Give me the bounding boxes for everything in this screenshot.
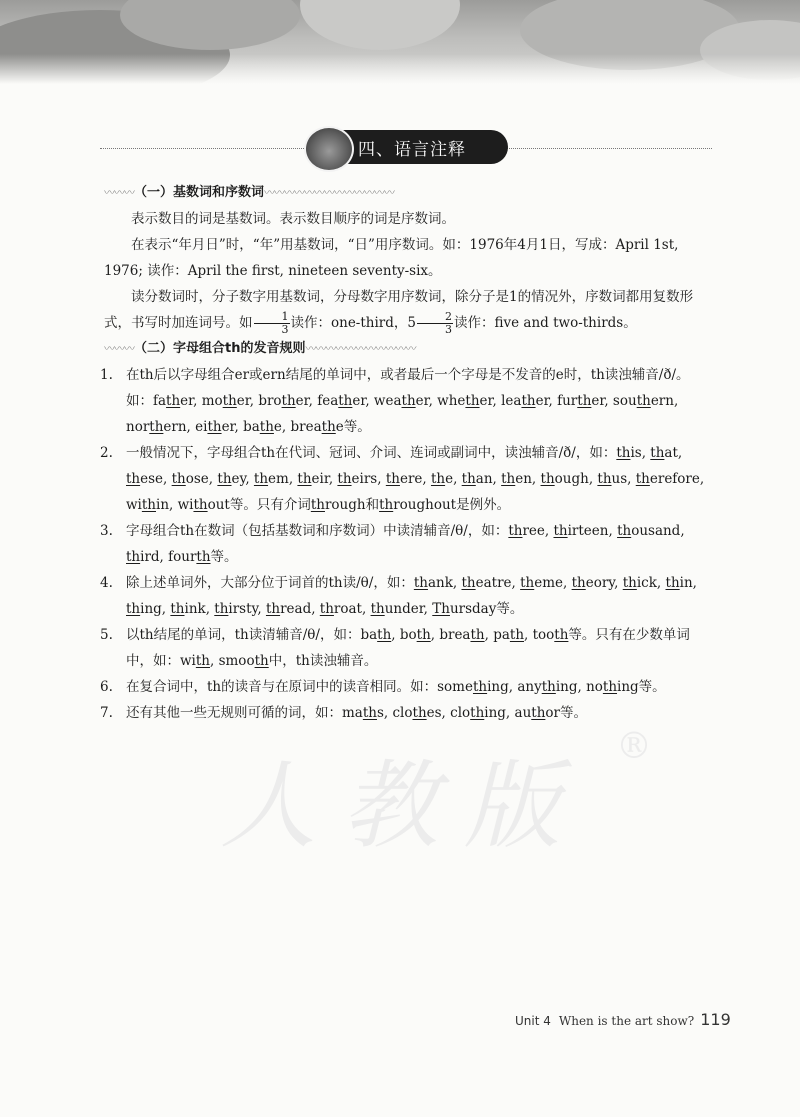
- text-run: 在th后以字母组合er或ern结尾的单词中，或者最后一个字母是不发音的e时，th读浊辅音/ð/。如：fa: [126, 367, 690, 409]
- watermark-logo: 人教版 ®: [220, 726, 652, 862]
- underlined-th: th: [472, 679, 488, 695]
- underlined-th: th: [461, 471, 476, 487]
- underlined-th: th: [602, 679, 618, 695]
- underlined-th: th: [540, 471, 555, 487]
- text-run: er, sou: [591, 393, 637, 409]
- text-run: e,: [445, 471, 462, 487]
- underlined-th: th: [597, 471, 612, 487]
- list-number: 6.: [100, 679, 113, 695]
- text-run: 以th结尾的单词，th读清辅音/θ/，如：ba: [126, 627, 378, 643]
- wave-ornament-icon: 〰〰〰〰〰〰〰〰〰〰〰: [305, 342, 416, 355]
- text-run: ursday等。: [449, 601, 524, 617]
- text-run: ing, au: [484, 705, 532, 721]
- underlined-th: th: [126, 549, 141, 565]
- text-run: , too: [524, 627, 555, 643]
- page-footer: [515, 1010, 731, 1029]
- underlined-th: th: [126, 601, 141, 617]
- underlined-th: th: [362, 705, 377, 721]
- underlined-th: th: [379, 497, 394, 513]
- text-run: , smoo: [210, 653, 255, 669]
- text-run: eirs,: [351, 471, 386, 487]
- underlined-th: th: [171, 471, 186, 487]
- text-run: , bo: [391, 627, 417, 643]
- text-run: or等。: [545, 705, 587, 721]
- text-run: 除上述单词外，大部分位于词首的th读/θ/，如：: [126, 575, 414, 591]
- underlined-th: Th: [432, 601, 450, 617]
- underlined-th: th: [416, 627, 431, 643]
- list-number: 4.: [100, 575, 113, 591]
- underlined-th: th: [571, 575, 586, 591]
- list-number: 7.: [100, 705, 113, 721]
- list-number: 5.: [100, 627, 113, 643]
- text-run: 一般情况下，字母组合th在代词、冠词、介词、连词或副词中，读浊辅音/ð/，如：: [126, 445, 617, 461]
- list-item: [100, 622, 716, 674]
- text-run: ose,: [185, 471, 218, 487]
- underlined-th: th: [554, 627, 569, 643]
- text-run: 等。只有在少数单词中，如：wi: [126, 627, 690, 669]
- text-run: under,: [384, 601, 433, 617]
- underlined-th: th: [430, 471, 446, 487]
- underlined-th: th: [310, 497, 325, 513]
- underlined-th: th: [214, 601, 229, 617]
- paragraph-fractions: [104, 284, 716, 336]
- text-run: er, mo: [180, 393, 223, 409]
- list-item: [100, 570, 716, 622]
- underlined-th: th: [337, 471, 352, 487]
- underlined-th: th: [412, 705, 427, 721]
- paragraph: 表示数目的词是基数词。表示数目顺序的词是序数词。: [131, 211, 455, 227]
- underlined-th: th: [665, 575, 680, 591]
- underlined-th: th: [465, 393, 480, 409]
- text-run: en,: [515, 471, 541, 487]
- text-run: eir,: [311, 471, 338, 487]
- text-run: eme,: [534, 575, 572, 591]
- underlined-th: th: [577, 393, 592, 409]
- underlined-th: th: [616, 445, 631, 461]
- text-run: roat,: [333, 601, 371, 617]
- text-run: roughout是例外。: [393, 497, 511, 513]
- text-run: is,: [630, 445, 651, 461]
- text-run: 字母组合th在数词（包括基数词和序数词）中读清辅音/θ/，如：: [126, 523, 509, 539]
- underlined-th: th: [254, 653, 269, 669]
- text-run: e等。: [335, 419, 371, 435]
- text-run: ank,: [427, 575, 462, 591]
- text-run: ough,: [554, 471, 598, 487]
- text-run: er, fea: [295, 393, 339, 409]
- text-run: ern, nor: [126, 393, 679, 435]
- text-run: eory,: [585, 575, 623, 591]
- underlined-th: th: [166, 393, 181, 409]
- text-run: ree,: [522, 523, 554, 539]
- text-run: ousand,: [631, 523, 685, 539]
- wave-ornament-icon: 〰〰〰〰〰〰〰〰〰〰〰〰〰: [264, 186, 395, 199]
- text-run: irsty,: [228, 601, 266, 617]
- numerator: 2: [417, 311, 453, 324]
- underlined-th: th: [321, 419, 336, 435]
- underlined-th: th: [508, 523, 523, 539]
- underlined-th: th: [170, 601, 185, 617]
- text-run: 读分数词时，分子数字用基数词，分母数字用序数词，除分子是1的情况外，序数词都用复数形式，书写时加连词号。如: [104, 289, 694, 331]
- underlined-th: th: [196, 549, 211, 565]
- list-item: [100, 700, 716, 726]
- list-number: 1.: [100, 367, 113, 383]
- list-number: 2.: [100, 445, 113, 461]
- underlined-th: th: [470, 705, 485, 721]
- subsection-heading-1: [104, 180, 716, 206]
- text-run: er, lea: [479, 393, 522, 409]
- text-run: read,: [280, 601, 320, 617]
- underlined-th: th: [520, 575, 535, 591]
- text-run: 在复合词中，th的读音与在原词中的读音相同。如：some: [126, 679, 473, 695]
- text-run: s, clo: [376, 705, 413, 721]
- underlined-th: th: [319, 601, 334, 617]
- text-run: 中，th读浊辅音。: [268, 653, 378, 669]
- text-run: out等。只有介词: [207, 497, 311, 513]
- list-item: [100, 440, 716, 518]
- underlined-th: th: [207, 419, 222, 435]
- underlined-th: th: [553, 523, 568, 539]
- text-run: er, ba: [221, 419, 260, 435]
- subsection-title: （一）基数词和序数词: [134, 185, 265, 200]
- underlined-th: th: [521, 393, 536, 409]
- text-run: rough和: [324, 497, 380, 513]
- text-run: 读作：five and two-thirds。: [454, 315, 637, 331]
- underlined-th: th: [541, 679, 556, 695]
- text-run: an,: [475, 471, 502, 487]
- underlined-th: th: [265, 601, 281, 617]
- denominator: 3: [281, 323, 289, 336]
- text-run: in, wi: [156, 497, 194, 513]
- underlined-th: th: [338, 393, 353, 409]
- text-run: ird, four: [140, 549, 197, 565]
- section-emblem-icon: [304, 126, 354, 172]
- text-run: ern, ei: [163, 419, 208, 435]
- underlined-th: th: [222, 393, 237, 409]
- list-item: [100, 362, 716, 440]
- text-run: er, bro: [236, 393, 282, 409]
- text-run: er, whe: [415, 393, 466, 409]
- text-run: er, wea: [352, 393, 402, 409]
- page-content: [100, 180, 716, 726]
- underlined-th: th: [413, 575, 428, 591]
- text-run: erefore, wi: [126, 471, 705, 513]
- fraction: [254, 311, 290, 336]
- underlined-th: th: [385, 471, 400, 487]
- underlined-th: th: [636, 393, 651, 409]
- underlined-th: th: [650, 445, 665, 461]
- underlined-th: th: [622, 575, 637, 591]
- footer-unit: Unit 4: [515, 1014, 551, 1028]
- text-run: ese,: [140, 471, 172, 487]
- wave-ornament-icon: 〰〰〰: [104, 186, 134, 199]
- text-run: at,: [664, 445, 683, 461]
- text-run: 还有其他一些无规则可循的词，如：ma: [126, 705, 363, 721]
- underlined-th: th: [217, 471, 232, 487]
- text-run: 读作：one-third，5: [290, 315, 416, 331]
- text-run: us,: [611, 471, 636, 487]
- text-run: ey,: [231, 471, 254, 487]
- text-run: , brea: [430, 627, 471, 643]
- text-run: irteen,: [567, 523, 618, 539]
- underlined-th: th: [401, 393, 416, 409]
- text-run: er, fur: [535, 393, 578, 409]
- text-run: in,: [679, 575, 697, 591]
- underlined-th: th: [253, 471, 269, 487]
- underlined-th: th: [126, 471, 141, 487]
- underlined-th: th: [297, 471, 312, 487]
- text-run: ing, no: [555, 679, 603, 695]
- section-header: [100, 128, 712, 172]
- footer-title: When is the art show?: [558, 1014, 695, 1028]
- wave-ornament-icon: 〰〰〰: [104, 342, 134, 355]
- underlined-th: th: [377, 627, 392, 643]
- list-number: 3.: [100, 523, 113, 539]
- underlined-th: th: [470, 627, 485, 643]
- underlined-th: th: [193, 497, 208, 513]
- rules-list: [100, 362, 716, 726]
- underlined-th: th: [281, 393, 296, 409]
- paragraph: 在表示“年月日”时，“年”用基数词，“日”用序数词。如：1976年4月1日，写成：April 1st, 1976; 读作：April the first, nineteen seventy-six。: [104, 237, 679, 279]
- underlined-th: th: [259, 419, 274, 435]
- text-run: ere,: [399, 471, 431, 487]
- list-item: [100, 518, 716, 570]
- numerator: 1: [254, 311, 290, 324]
- underlined-th: th: [149, 419, 164, 435]
- text-run: ing,: [140, 601, 171, 617]
- text-run: , pa: [484, 627, 510, 643]
- underlined-th: th: [195, 653, 210, 669]
- section-title: 四、语言注释: [358, 140, 466, 160]
- header-banner-image: [0, 0, 800, 84]
- fraction: [417, 311, 453, 336]
- page-number: 119: [700, 1010, 731, 1029]
- text-run: 等。: [210, 549, 238, 565]
- underlined-th: th: [617, 523, 632, 539]
- text-run: em,: [268, 471, 298, 487]
- text-run: ing等。: [617, 679, 666, 695]
- registered-mark: ®: [616, 726, 652, 767]
- text-run: ick,: [636, 575, 666, 591]
- underlined-th: th: [501, 471, 516, 487]
- text-run: e, brea: [273, 419, 322, 435]
- underlined-th: th: [531, 705, 546, 721]
- underlined-th: th: [461, 575, 476, 591]
- text-run: es, clo: [426, 705, 471, 721]
- text-run: ink,: [184, 601, 215, 617]
- text-run: eatre,: [475, 575, 521, 591]
- subsection-title: （二）字母组合th的发音规则: [134, 341, 306, 356]
- denominator: 3: [445, 323, 452, 336]
- list-item: [100, 674, 716, 700]
- underlined-th: th: [509, 627, 525, 643]
- subsection-heading-2: [104, 336, 716, 362]
- underlined-th: th: [370, 601, 385, 617]
- underlined-th: th: [635, 471, 650, 487]
- text-run: ing, any: [487, 679, 542, 695]
- underlined-th: th: [141, 497, 156, 513]
